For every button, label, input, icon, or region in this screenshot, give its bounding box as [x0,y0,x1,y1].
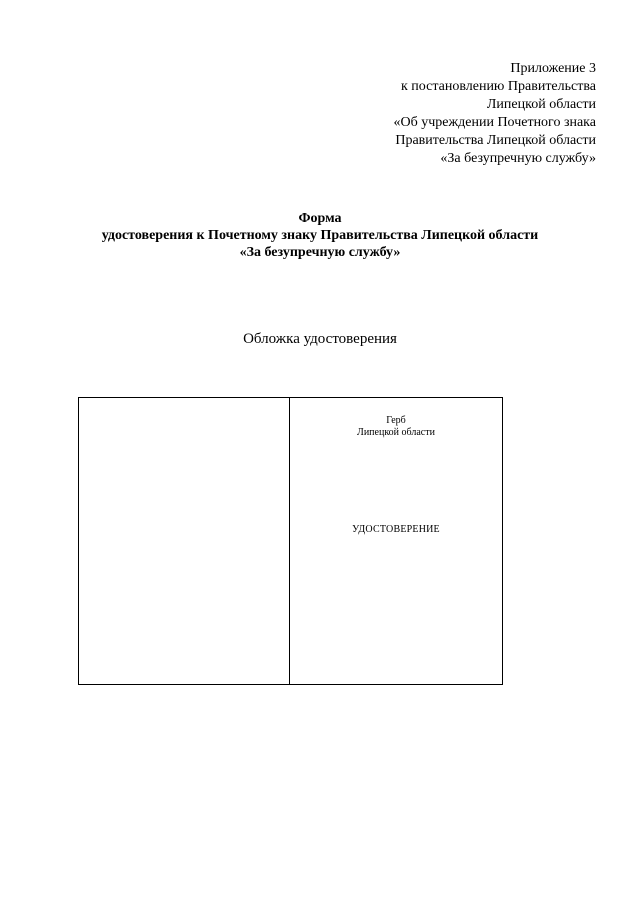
certificate-cover [78,397,503,685]
title-line: удостоверения к Почетному знаку Правительства Липецкой области [101,228,539,243]
title-line: «За безупречную службу» [239,245,401,260]
document-title [0,210,640,261]
coat-of-arms-line: Герб [386,415,406,426]
title-line: Форма [298,211,342,226]
coat-of-arms-line: Липецкой области [357,427,435,438]
appendix-number: Приложение 3 [510,61,596,76]
coat-of-arms-placeholder [290,415,502,439]
appendix-line: к постановлению Правительства [400,79,596,94]
cover-left-panel [79,398,290,684]
appendix-line: «За безупречную службу» [440,151,596,166]
appendix-line: «Об учреждении Почетного знака [393,115,596,130]
cover-caption: Обложка удостоверения [243,331,397,347]
cover-right-panel [290,398,502,684]
appendix-line: Правительства Липецкой области [395,133,596,148]
appendix-reference [296,60,596,168]
certificate-heading: УДОСТОВЕРЕНИЕ [352,524,440,535]
appendix-line: Липецкой области [486,97,596,112]
